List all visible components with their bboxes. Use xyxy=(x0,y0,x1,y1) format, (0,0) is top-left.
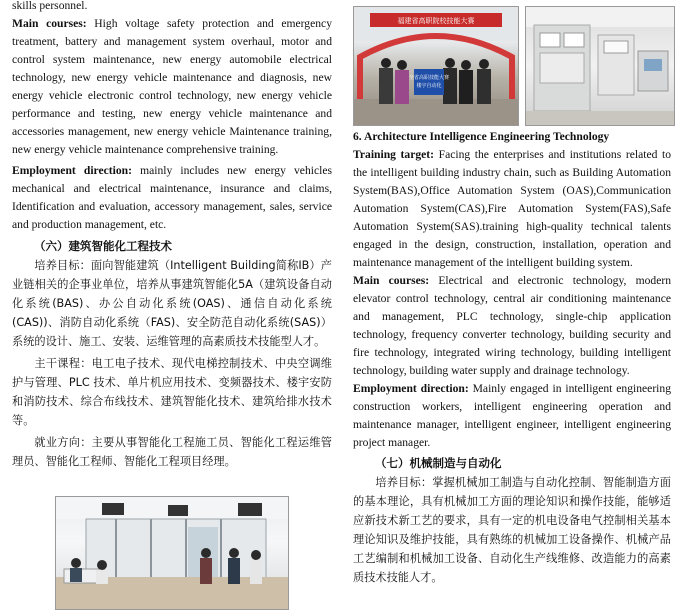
section-title-building-intelligence-cn: （六）建筑智能化工程技术 xyxy=(34,239,172,253)
employment-label: Employment direction: xyxy=(12,164,132,177)
held-sign-text: 全省高职技能大赛楼宇自动化 xyxy=(408,75,450,89)
left-column xyxy=(12,0,332,471)
employment-paragraph xyxy=(12,162,332,234)
training-room-illustration xyxy=(56,497,288,609)
main-courses-cn: 主干课程：电工电子技术、现代电梯控制技术、中央空调维护与管理、PLC 技术、单片机应用技术、变频器技术、楼宇安防和消防技术、综合布线技术、建筑智能化技术、建筑给排水技术等。 xyxy=(12,357,332,427)
employment-text: mainly includes new energy vehicles mechanical and electrical maintenance, insurance and claims, Identification and evaluation, accessory management, sales, service and production management, etc. xyxy=(12,164,332,231)
right-employment-label: Employment direction: xyxy=(353,382,469,395)
training-target-label: Training target: xyxy=(353,148,435,161)
backdrop-banner-text: 福建省高职院校技能大赛 xyxy=(397,17,475,25)
lab-equipment-photo xyxy=(525,6,675,126)
right-employment-paragraph xyxy=(353,380,671,452)
competition-group-photo xyxy=(353,6,519,126)
right-main-courses-text: Electrical and electronic technology, modern elevator control technology, central air conditioning maintenance and management, PLC technology, single-chip application technology, frequency converter technology, building security and fire technology, integrated wiring technology, building intelligent technology, building water supply and drainage technology. xyxy=(353,274,672,377)
main-courses-text: High voltage safety protection and emergency treatment, battery and management system overhaul, motor and control system maintenance, new energy automobile electrical technology, new energy vehicle maintenance and diagnosis, new energy vehicle electronic control technology, new energy vehicle performance and testing, new energy vehicle maintenance and accessories management, new energy vehicle Maintenance training, new energy vehicle maintenance comprehensive training. xyxy=(12,17,332,156)
right-column xyxy=(353,128,671,587)
training-room-photo xyxy=(55,496,289,610)
training-target-paragraph xyxy=(353,146,671,272)
section-title-mechanical-manufacturing-cn: （七）机械制造与自动化 xyxy=(375,456,502,470)
group-photo-illustration xyxy=(354,7,518,125)
mechanical-training-target-cn: 培养目标：掌握机械加工制造与自动化控制、智能制造方面的基本理论，具有机械加工方面的理论知识和操作技能，能够适应新技术新工艺的要求，具有一定的机电设备电气控制相关基本理论知识及维护技能，具有熟练的机械加工设备操作、机械产品工艺编制和机械加工设备、自动化生产线维修、改造能力的高素质技术技能人才。 xyxy=(353,476,671,584)
right-main-courses-label: Main courses: xyxy=(353,274,430,287)
training-target-cn: 培养目标：面向智能建筑（Intelligent Building简称IB）产业链相关的企事业单位，培养从事建筑智能化5A（建筑设备自动化系统(BAS)、办公自动化系统(OAS)、通信自动化系统(CAS))、消防自动化系统（FAS)、安全防范自动化系统(SAS)）系统的设计、施工、安装、运维管理的高素质技术技能型人才。 xyxy=(12,259,332,348)
right-main-courses-paragraph xyxy=(353,272,671,380)
main-courses-paragraph xyxy=(12,15,332,159)
lab-photo-illustration xyxy=(526,7,674,125)
main-courses-label: Main courses: xyxy=(12,17,87,30)
section-title-architecture-intelligence: 6. Architecture Intelligence Engineering Technology xyxy=(353,130,610,143)
right-employment-text: Mainly engaged in intelligent engineering construction workers, intelligent engineering operation and maintenance manager, intelligent engineer, intelligent engineering project manager. xyxy=(353,382,671,449)
employment-cn: 就业方向：主要从事智能化工程施工员、智能化工程运维管理员、智能化工程师、智能化工程项目经理。 xyxy=(12,436,332,468)
previous-paragraph-end: skills personnel. xyxy=(12,0,88,12)
training-target-text: Facing the enterprises and institutions related to the intelligent building industry chain, such as Building Automation System(BAS),Office Automation System (OAS),Communication Automation System(CAS),Fire Automation System(FAS),Safe Automation System(SAS).training high-quality technical talents engaged in the design, construction, installation, operation and maintenance management of the intelligent building system. xyxy=(353,148,671,269)
